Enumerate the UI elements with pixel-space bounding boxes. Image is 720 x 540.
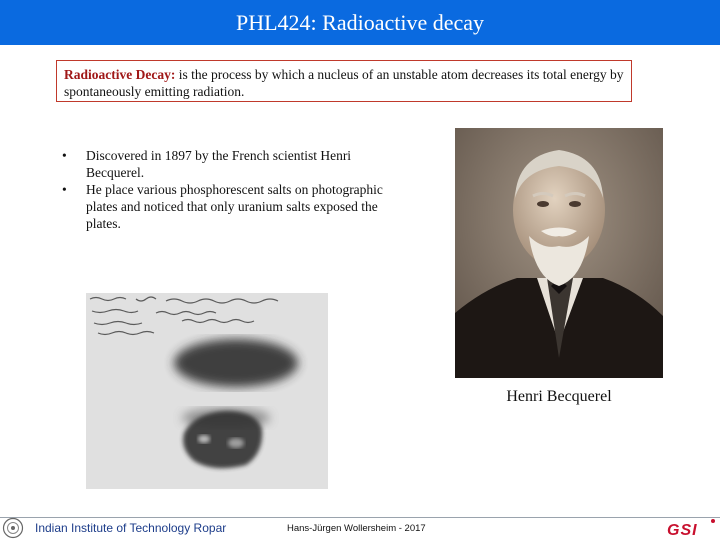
gsi-logo-icon	[664, 518, 718, 538]
bullet-text: He place various phosphorescent salts on photographic plates and noticed that only uranium salts exposed the plates.	[86, 182, 383, 231]
bullet-text: Discovered in 1897 by the French scientist Henri Becquerel.	[86, 148, 352, 180]
gsi-logo-text: GSI	[667, 522, 698, 538]
list-item	[62, 181, 392, 232]
becquerel-portrait	[455, 128, 663, 378]
definition-box	[56, 60, 632, 102]
bullet-marker: •	[62, 148, 67, 163]
footer-institute-name: Indian Institute of Technology Ropar	[35, 521, 227, 535]
definition-text: is the process by which a nucleus of an unstable atom decreases its total energy by spontaneously emitting radiation.	[64, 67, 624, 99]
definition-term: Radioactive Decay:	[64, 67, 176, 82]
bullet-marker: •	[62, 182, 67, 197]
footer-author: Hans-Jürgen Wollersheim - 2017	[287, 523, 426, 534]
slide-title: PHL424: Radioactive decay	[235, 9, 485, 35]
iit-ropar-logo-icon	[2, 517, 24, 539]
list-item	[62, 147, 392, 181]
portrait-caption: Henri Becquerel	[506, 388, 612, 405]
bullet-list	[62, 147, 392, 232]
footer-divider	[0, 517, 720, 518]
photographic-plate-image	[86, 293, 328, 489]
slide-title-bar	[0, 0, 720, 45]
